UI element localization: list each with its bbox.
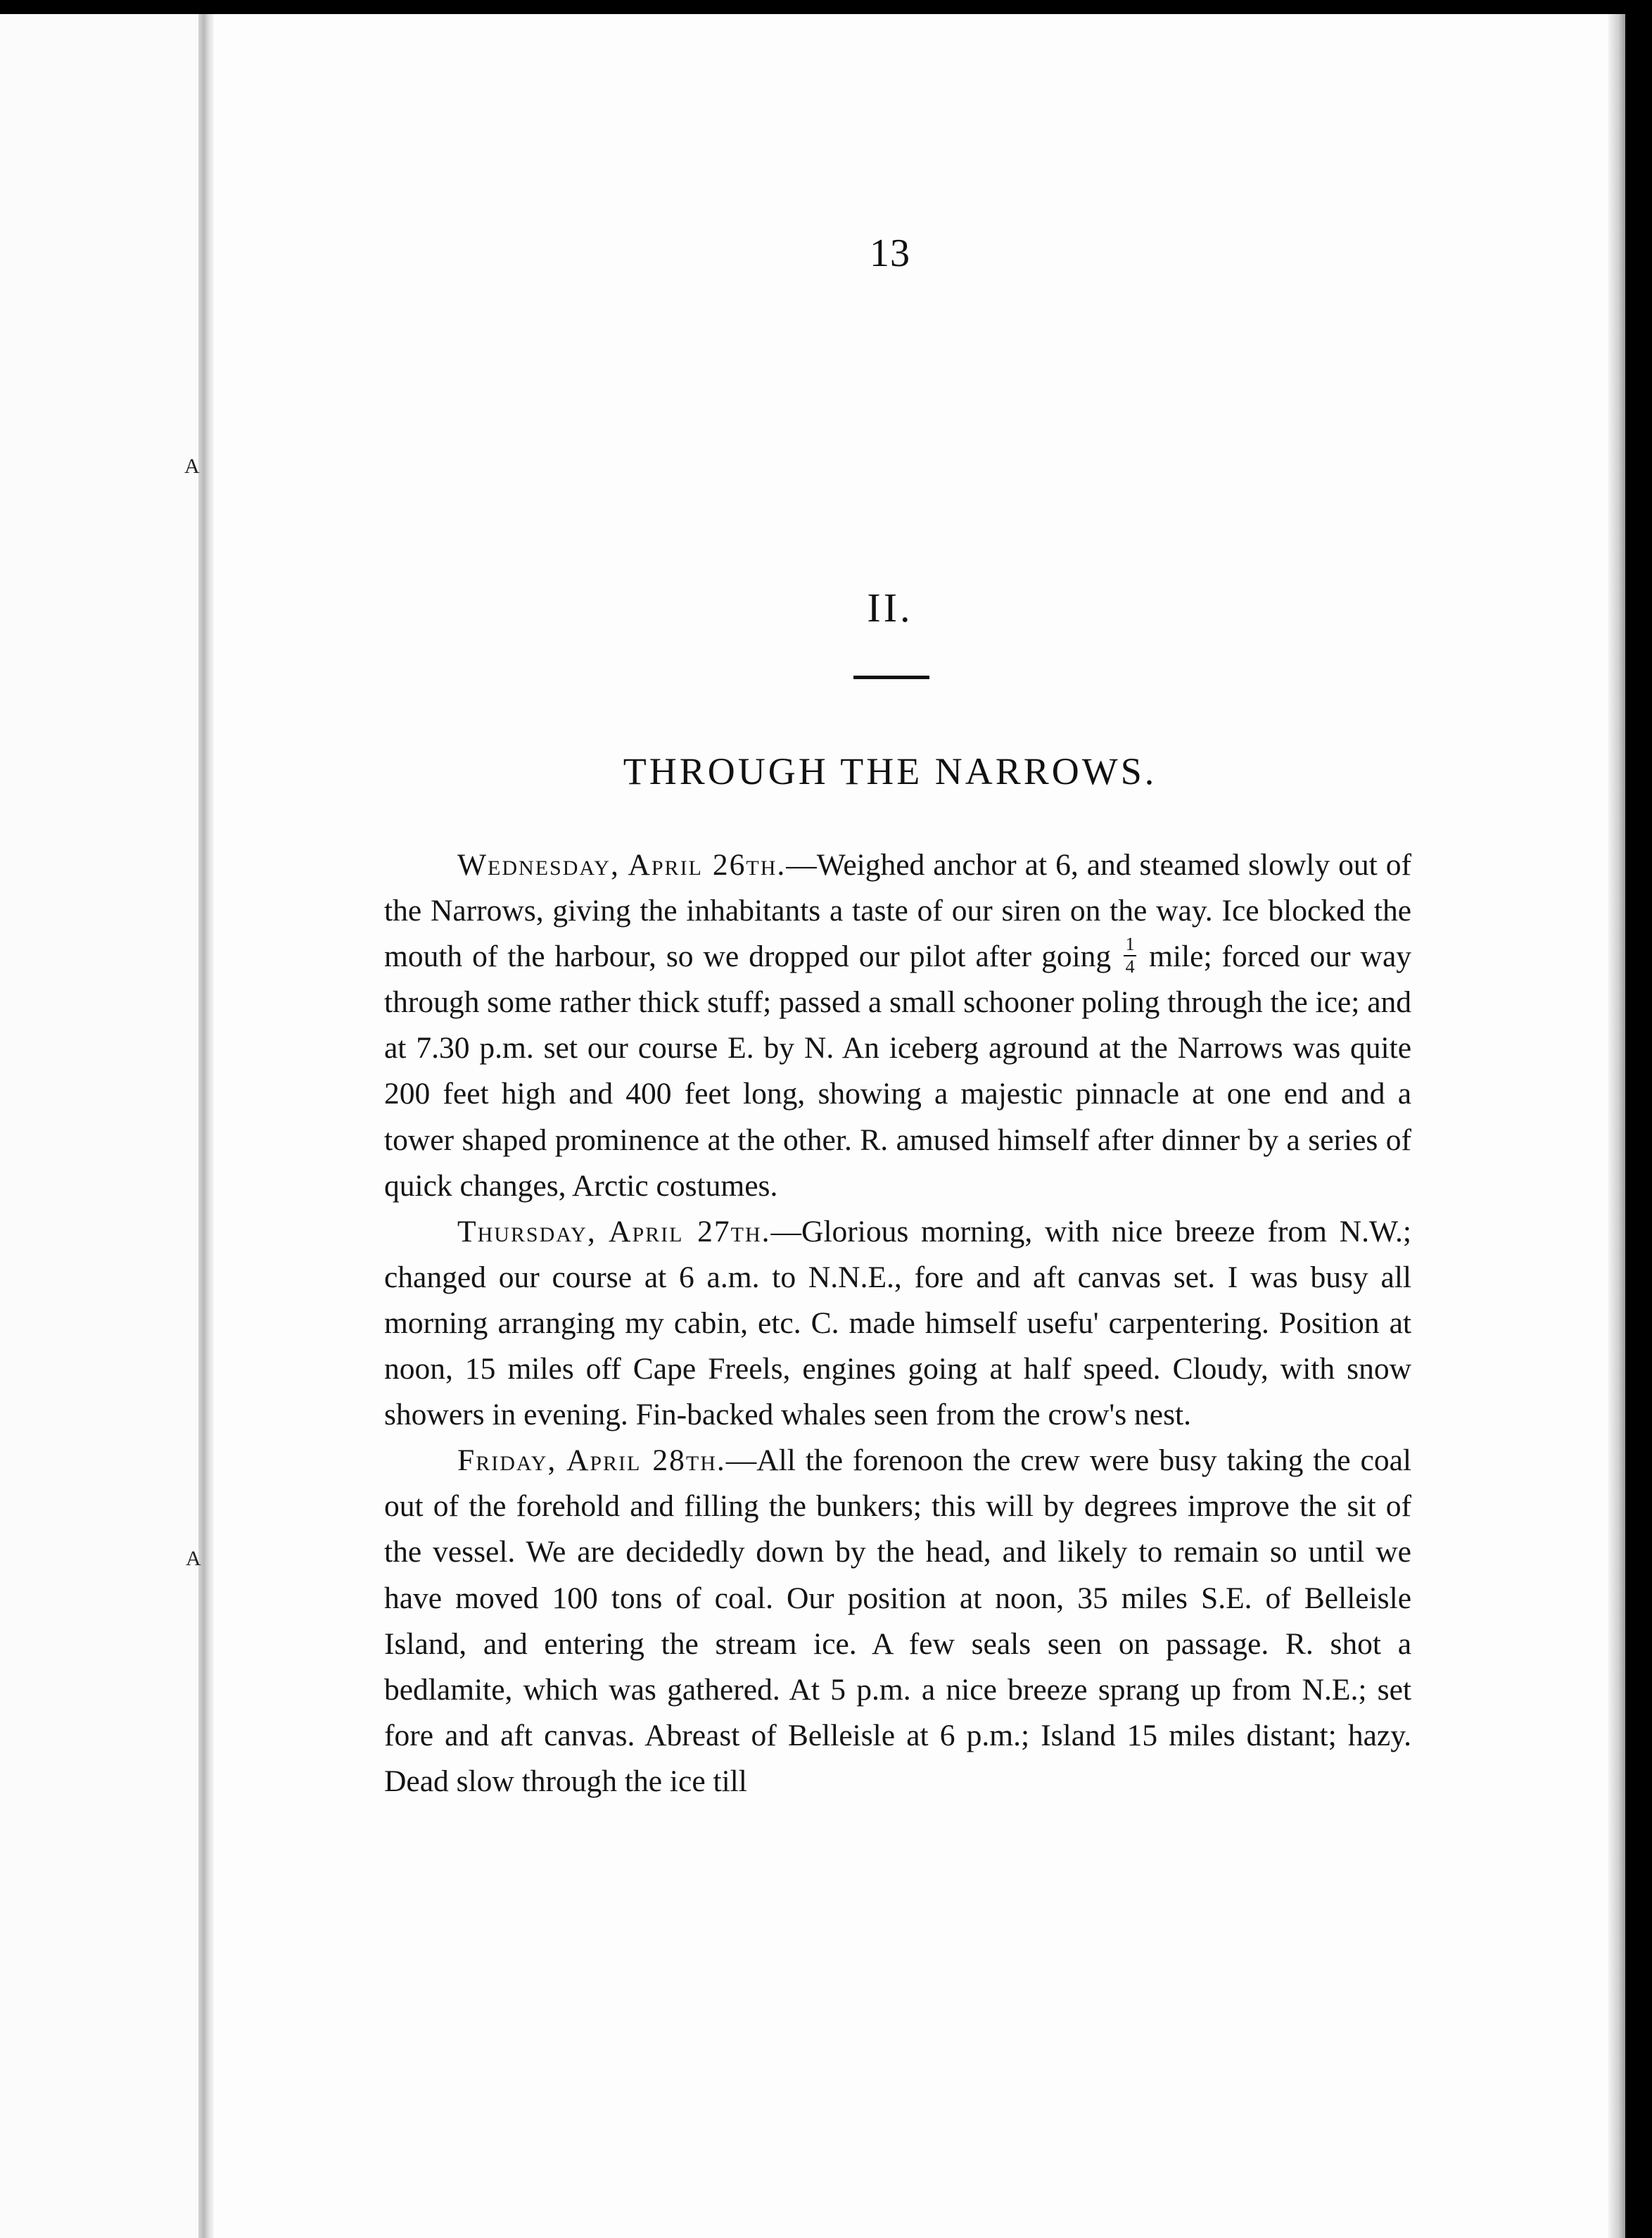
text-line: majestic pinnacle at one end and a tower shaped prominence at the [384, 1077, 1412, 1157]
text-line: taking the coal out of the forehold and filling the bunkers; this will [384, 1443, 1412, 1524]
text-line: Narrows was quite 200 feet high and 400 feet long, showing a [384, 1031, 1412, 1111]
text-line: slowly out of the Narrows, giving the inhabitants a taste of our siren [384, 848, 1411, 928]
text-line: —Weighed anchor at 6, and steamed [786, 848, 1240, 882]
text-line: canvas set. I was busy all morning arranging my cabin, etc. C. made [384, 1260, 1411, 1340]
text-line: —Glorious morning, with nice breeze [770, 1214, 1255, 1248]
chapter-rule [853, 676, 929, 679]
text-line: up from N.E.; set fore and aft canvas. Abreast of Belleisle at 6 p.m.; [384, 1672, 1411, 1752]
entry-date: Thursday, April 27th. [457, 1214, 771, 1248]
text-line: by the head, and likely to remain so until we have moved 100 tons [384, 1535, 1411, 1615]
chapter-title: THROUGH THE NARROWS. [623, 750, 1157, 792]
text-line: a bedlamite, which was gathered. At 5 p.m. a nice breeze sprang [384, 1626, 1412, 1707]
fraction [1124, 935, 1136, 976]
text-line: mile; forced our way through some rather [384, 940, 1412, 1020]
text-line: from N.W.; changed our course at 6 a.m. to N.N.E., fore and aft [384, 1214, 1411, 1294]
text-line: our pilot after going [858, 940, 1112, 974]
page-edge-shadow [1608, 14, 1625, 2238]
diary-entry [384, 1209, 1411, 1438]
text-line: in evening. Fin-backed whales seen from the crow's nest. [492, 1398, 1192, 1432]
text-line: —All the forenoon the crew were busy [725, 1443, 1217, 1478]
text-line: on the way. Ice blocked the mouth of the harbour, so we dropped [384, 894, 1412, 974]
gutter-shadow [198, 14, 214, 2238]
text-line: of coal. Our position at noon, 35 miles S.E. of Belleisle Island, [384, 1581, 1412, 1661]
margin-mark-lower: A [186, 1547, 201, 1570]
text-line: and entering the stream ice. A few seals seen on passage. R. shot [483, 1626, 1381, 1661]
chapter-number: II. [867, 585, 913, 631]
text-line: Freels, engines going at half speed. Cloudy, with snow showers [384, 1352, 1412, 1432]
text-line: 7.30 p.m. set our course E. by N. An iceberg aground at the [416, 1031, 1168, 1066]
scan-border [0, 0, 1652, 14]
page-number: 13 [870, 232, 910, 275]
body-text [384, 842, 1411, 1804]
diary-entry [384, 1438, 1411, 1804]
text-line: by degrees improve the sit of the vessel. We are decidedly down [384, 1489, 1411, 1569]
entry-date: Wednesday, April 26th. [457, 848, 787, 882]
text-line: thick stuff; passed a small schooner poling through the ice; and at [384, 985, 1412, 1066]
fraction-denominator: 4 [1125, 956, 1135, 978]
book-page [0, 14, 1625, 2238]
diary-entry [384, 842, 1411, 1209]
text-line: Island 15 miles distant; hazy. Dead slow through the ice till [384, 1718, 1412, 1798]
facing-page-edge [0, 14, 198, 2238]
text-line: Arctic costumes. [571, 1168, 778, 1203]
entry-date: Friday, April 28th. [457, 1443, 726, 1478]
margin-mark-upper: A [184, 455, 200, 478]
fraction-numerator: 1 [1125, 934, 1135, 955]
text-line: other. R. amused himself after dinner by a series of quick changes, [384, 1123, 1412, 1203]
text-line: himself usefu' carpentering. Position at noon, 15 miles off Cape [384, 1306, 1412, 1386]
